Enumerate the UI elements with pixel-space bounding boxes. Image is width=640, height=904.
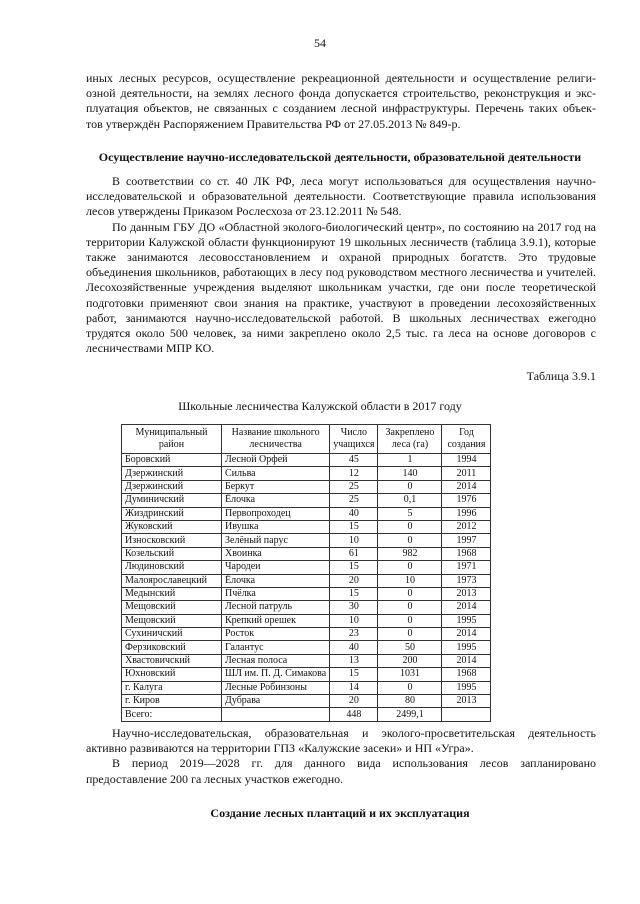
table-header-row — [122, 425, 491, 454]
cell-students: 448 — [330, 708, 378, 721]
cell-students: 15 — [330, 587, 378, 600]
table-row — [122, 534, 491, 547]
cell-students: 20 — [330, 695, 378, 708]
cell-district: Дзержинский — [122, 480, 222, 493]
table-row — [122, 507, 491, 520]
cell-forestry-name: Ёлочка — [222, 574, 330, 587]
cell-forest-area: 140 — [378, 467, 442, 480]
cell-forest-area: 0 — [378, 601, 442, 614]
cell-forestry-name: Галантус — [222, 641, 330, 654]
table-row — [122, 654, 491, 667]
paragraph-school-forestries: По данным ГБУ ДО «Областной эколого-биологический центр», по состоянию на 2017 год на территории Калужской области функционируют 19 школьных лесничеств (таблица 3.9.1), которые также занимаются лесовосстановлением и охраной природных богатств. Это трудовые объединения школьников, работающих в лесу под руководством местного лесничества и учителей. Лесохозяйственные учреждения выделяют школьникам участки, где они после теоретической подготовки применяют свои знания на практике, участвуют в проведении лесохозяйственных работ, занимаются научно-исследовательской работой. В школьных лесничествах ежегодно трудятся около 500 человек, за ними закреплено около 2,5 тыс. га леса на основе договоров с лесничествами МПР КО. — [86, 219, 596, 356]
cell-forest-area: 982 — [378, 547, 442, 560]
cell-year: 1968 — [442, 547, 491, 560]
cell-year: 2014 — [442, 480, 491, 493]
cell-forest-area: 0 — [378, 628, 442, 641]
table-row — [122, 547, 491, 560]
cell-forest-area: 80 — [378, 695, 442, 708]
cell-students: 14 — [330, 681, 378, 694]
intro-line: иных лесных ресурсов, осуществление рекреационной деятельности и осуществление религи- — [86, 71, 596, 85]
cell-year: 1994 — [442, 454, 491, 467]
cell-forestry-name — [222, 708, 330, 721]
closing-text — [86, 726, 596, 787]
cell-forestry-name: Сильва — [222, 467, 330, 480]
table-row — [122, 614, 491, 627]
table-row — [122, 628, 491, 641]
paragraph-legal-basis: В соответствии со ст. 40 ЛК РФ, леса могут использоваться для осуществления научно-исследовательской и образовательной деятельности. Соответствующие правила использования лесов утверждены Приказом Рослесхоза от 23.12.2011 № 548. — [86, 174, 596, 219]
cell-forest-area: 0 — [378, 534, 442, 547]
table-row — [122, 668, 491, 681]
table-row — [122, 641, 491, 654]
paragraph-protected-areas: Научно-исследовательская, образовательная и эколого-просветительская деятельность активно развиваются на территории ГПЗ «Калужские засеки» и НП «Угра». — [86, 726, 596, 756]
cell-forest-area: 0 — [378, 587, 442, 600]
cell-forest-area: 1031 — [378, 668, 442, 681]
table-label: Таблица 3.9.1 — [526, 369, 596, 383]
intro-line: тов утверждён Распоряжением Правительства РФ от 27.05.2013 № 849-р. — [86, 116, 461, 131]
cell-forest-area: 0 — [378, 520, 442, 533]
cell-district: Хвастовичский — [122, 654, 222, 667]
cell-district: Козельский — [122, 547, 222, 560]
cell-district: Мещовский — [122, 601, 222, 614]
header-forest-area: Закреплено леса (га) — [378, 425, 442, 454]
cell-forestry-name: Беркут — [222, 480, 330, 493]
cell-district: Юхновский — [122, 668, 222, 681]
cell-students: 40 — [330, 641, 378, 654]
cell-forestry-name: Лесной Орфей — [222, 454, 330, 467]
cell-district: Мещовский — [122, 614, 222, 627]
cell-district: Износковский — [122, 534, 222, 547]
table-row — [122, 574, 491, 587]
cell-district: Жиздринский — [122, 507, 222, 520]
cell-students: 25 — [330, 494, 378, 507]
section-heading-research: Осуществление научно-исследовательской деятельности, образовательной деятельности — [98, 150, 582, 164]
cell-year: 1996 — [442, 507, 491, 520]
paragraph-plan: В период 2019—2028 гг. для данного вида использования лесов запланировано предоставление 200 га лесных участков ежегодно. — [86, 756, 596, 786]
cell-forestry-name: ШЛ им. П. Д. Симакова — [222, 668, 330, 681]
cell-forestry-name: Пчёлка — [222, 587, 330, 600]
cell-forestry-name: Чародеи — [222, 561, 330, 574]
table-row — [122, 587, 491, 600]
cell-district: Боровский — [122, 454, 222, 467]
intro-paragraph — [86, 71, 596, 132]
cell-students: 15 — [330, 561, 378, 574]
cell-year: 2014 — [442, 628, 491, 641]
cell-year: 2013 — [442, 695, 491, 708]
cell-forestry-name: Ивушка — [222, 520, 330, 533]
cell-forest-area: 10 — [378, 574, 442, 587]
cell-forestry-name: Лесные Робинзоны — [222, 681, 330, 694]
cell-forest-area: 50 — [378, 641, 442, 654]
cell-forestry-name: Крепкий орешек — [222, 614, 330, 627]
table-row — [122, 494, 491, 507]
intro-line: озной деятельности, на землях лесного фонда допускается строительство, реконструкция и экс- — [86, 86, 596, 101]
cell-students: 20 — [330, 574, 378, 587]
cell-students: 40 — [330, 507, 378, 520]
cell-district: Медынский — [122, 587, 222, 600]
cell-district: Всего: — [122, 708, 222, 721]
cell-year: 1995 — [442, 641, 491, 654]
table-row — [122, 480, 491, 493]
table-row — [122, 454, 491, 467]
cell-district: Ферзиковский — [122, 641, 222, 654]
table-title: Школьные лесничества Калужской области в 2017 году — [178, 399, 462, 413]
cell-forest-area: 1 — [378, 454, 442, 467]
cell-students: 61 — [330, 547, 378, 560]
header-district: Муниципальный район — [122, 425, 222, 454]
cell-year: 2014 — [442, 654, 491, 667]
table-row — [122, 601, 491, 614]
cell-year: 1968 — [442, 668, 491, 681]
cell-year: 1976 — [442, 494, 491, 507]
cell-year: 1971 — [442, 561, 491, 574]
cell-year: 2012 — [442, 520, 491, 533]
cell-students: 23 — [330, 628, 378, 641]
table-row — [122, 561, 491, 574]
cell-district: Думиничский — [122, 494, 222, 507]
cell-students: 15 — [330, 668, 378, 681]
cell-district: Дзержинский — [122, 467, 222, 480]
cell-forestry-name: Ёлочка — [222, 494, 330, 507]
cell-students: 25 — [330, 480, 378, 493]
cell-district: г. Калуга — [122, 681, 222, 694]
cell-forest-area: 200 — [378, 654, 442, 667]
cell-district: Сухиничский — [122, 628, 222, 641]
table-row — [122, 467, 491, 480]
cell-district: Жуковский — [122, 520, 222, 533]
cell-students: 45 — [330, 454, 378, 467]
cell-forest-area: 0 — [378, 480, 442, 493]
research-text — [86, 174, 596, 356]
cell-forest-area: 0,1 — [378, 494, 442, 507]
header-students: Число учащихся — [330, 425, 378, 454]
cell-year: 1995 — [442, 614, 491, 627]
cell-forest-area: 0 — [378, 614, 442, 627]
cell-forestry-name: Лесная полоса — [222, 654, 330, 667]
cell-students: 13 — [330, 654, 378, 667]
table-row — [122, 708, 491, 721]
cell-district: г. Киров — [122, 695, 222, 708]
cell-forest-area: 2499,1 — [378, 708, 442, 721]
table-row — [122, 695, 491, 708]
cell-forest-area: 0 — [378, 681, 442, 694]
cell-year: 1973 — [442, 574, 491, 587]
cell-students: 30 — [330, 601, 378, 614]
cell-students: 10 — [330, 614, 378, 627]
cell-forestry-name: Дубрава — [222, 695, 330, 708]
header-forestry-name: Название школьного лесничества — [222, 425, 330, 454]
cell-year: 2013 — [442, 587, 491, 600]
school-forestries-table — [121, 424, 491, 722]
cell-forestry-name: Росток — [222, 628, 330, 641]
cell-forestry-name: Хвоинка — [222, 547, 330, 560]
table-row — [122, 520, 491, 533]
cell-forestry-name: Лесной патруль — [222, 601, 330, 614]
cell-forestry-name: Первопроходец — [222, 507, 330, 520]
table-row — [122, 681, 491, 694]
cell-district: Малоярославецкий — [122, 574, 222, 587]
cell-year: 1997 — [442, 534, 491, 547]
cell-students: 10 — [330, 534, 378, 547]
cell-forestry-name: Зелёный парус — [222, 534, 330, 547]
cell-year: 2011 — [442, 467, 491, 480]
page-number: 54 — [314, 36, 326, 50]
cell-forest-area: 5 — [378, 507, 442, 520]
cell-forest-area: 0 — [378, 561, 442, 574]
cell-district: Людиновский — [122, 561, 222, 574]
cell-students: 15 — [330, 520, 378, 533]
header-year: Год создания — [442, 425, 491, 454]
intro-line: плуатация объектов, не связанных с созданием лесной инфраструктуры. Перечень таких объек- — [86, 101, 596, 116]
cell-year: 2014 — [442, 601, 491, 614]
cell-year — [442, 708, 491, 721]
section-heading-plantations: Создание лесных плантаций и их эксплуатация — [210, 806, 470, 820]
cell-year: 1995 — [442, 681, 491, 694]
cell-students: 12 — [330, 467, 378, 480]
